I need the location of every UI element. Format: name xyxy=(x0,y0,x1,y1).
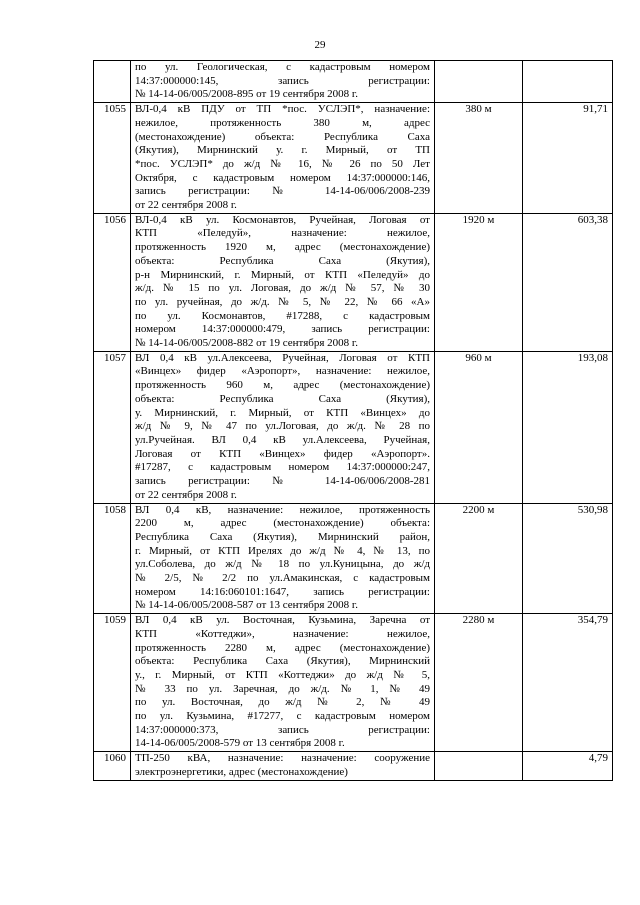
table-row xyxy=(94,103,613,214)
description-line: Октября, с кадастровым номером 14:37:000000:146, xyxy=(135,171,430,184)
description-line: по ул. Кузьмина, #17277, с кадастровым номером xyxy=(135,710,430,723)
length-cell: 2200 м xyxy=(435,503,523,614)
description-line: протяженность 1920 м, адрес (местонахождение) xyxy=(135,241,430,254)
row-number-cell xyxy=(94,61,131,103)
description-line: у. Мирнинский, г. Мирный, от КТП «Винцех» до xyxy=(135,406,430,419)
value-cell: 91,71 xyxy=(523,103,613,214)
value-cell: 4,79 xyxy=(523,752,613,780)
description-line: ВЛ 0,4 кВ ул. Восточная, Кузьмина, Заречна от xyxy=(135,614,430,627)
table-row xyxy=(94,61,613,103)
description-line: (местонахождение) объекта: Республика Саха xyxy=(135,130,430,143)
row-number-cell: 1058 xyxy=(94,503,131,614)
table-row xyxy=(94,503,613,614)
value-cell: 193,08 xyxy=(523,351,613,503)
value-cell: 603,38 xyxy=(523,213,613,351)
table-row xyxy=(94,213,613,351)
description-line: запись регистрации: № 14-14-06/006/2008-239 xyxy=(135,185,430,198)
description-line: номером 14:16:060101:1647, запись регистрации: xyxy=(135,585,430,598)
description-line: КТП «Коттеджи», назначение: нежилое, xyxy=(135,627,430,640)
description-line: объекта: Республика Саха (Якутия), xyxy=(135,392,430,405)
page-number: 29 xyxy=(314,39,326,51)
length-cell: 2280 м xyxy=(435,614,523,752)
description-line: ВЛ-0,4 кВ ПДУ от ТП *пос. УСЛЭП*, назначение: xyxy=(135,103,430,116)
property-registry-table xyxy=(93,60,613,781)
description-cell xyxy=(131,614,435,752)
description-line: по ул. Космонавтов, #17288, с кадастровым xyxy=(135,309,430,322)
description-line: ВЛ 0,4 кВ ул.Алексеева, Ручейная, Логовая от КТП xyxy=(135,351,430,364)
description-cell xyxy=(131,503,435,614)
description-line: Логовая от КТП «Винцех» фидер «Аэропорт». xyxy=(135,447,430,460)
description-line: ВЛ-0,4 кВ ул. Космонавтов, Ручейная, Логовая от xyxy=(135,213,430,226)
description-line: протяженность 960 м, адрес (местонахождение) xyxy=(135,379,430,392)
description-line: по ул. Геологическая, с кадастровым номером xyxy=(135,61,430,73)
description-line: ж/д № 9, № 47 по ул.Логовая, до ж/д. № 28 по xyxy=(135,420,430,433)
description-line: № 2/5, № 2/2 по ул.Амакинская, с кадастровым xyxy=(135,572,430,585)
description-line: р-н Мирнинский, г. Мирный, от КТП «Пеледуй» до xyxy=(135,268,430,281)
row-number-cell: 1059 xyxy=(94,614,131,752)
value-cell: 354,79 xyxy=(523,614,613,752)
length-cell: 960 м xyxy=(435,351,523,503)
table-row xyxy=(94,351,613,503)
description-line: от 22 сентября 2008 г. xyxy=(135,488,237,501)
description-line: № 33 по ул. Заречная, до ж/д. № 1, № 49 xyxy=(135,682,430,695)
description-line: запись регистрации: № 14-14-06/006/2008-281 xyxy=(135,475,430,488)
description-line: объекта: Республика Саха (Якутия), xyxy=(135,254,430,267)
description-line: *пос. УСЛЭП* до ж/д № 16, № 26 по 50 Лет xyxy=(135,157,430,170)
row-number-cell: 1055 xyxy=(94,103,131,214)
description-line: ВЛ 0,4 кВ, назначение: нежилое, протяженность xyxy=(135,503,430,516)
description-cell xyxy=(131,752,435,780)
description-line: #17287, с кадастровым номером 14:37:000000:247, xyxy=(135,461,430,474)
description-line: 14:37:000000:373, запись регистрации: xyxy=(135,723,430,736)
row-number-cell: 1057 xyxy=(94,351,131,503)
description-line: 14:37:000000:145, запись регистрации: xyxy=(135,74,430,87)
description-line: № 14-14-06/005/2008-587 от 13 сентября 2008 г. xyxy=(135,599,358,612)
description-line: КТП «Пеледуй», назначение: нежилое, xyxy=(135,227,430,240)
row-number-cell: 1056 xyxy=(94,213,131,351)
description-line: г. Мирный, от КТП Ирелях до ж/д № 4, № 13, по xyxy=(135,544,430,557)
description-line: № 14-14-06/005/2008-882 от 19 сентября 2008 г. xyxy=(135,337,358,350)
description-line: объекта: Республика Саха (Якутия), Мирнинский xyxy=(135,655,430,668)
description-cell xyxy=(131,213,435,351)
description-line: ж/д. № 15 по ул. Логовая, до ж/д № 57, № 30 xyxy=(135,282,430,295)
description-line: протяженность 2280 м, адрес (местонахождение) xyxy=(135,641,430,654)
description-cell xyxy=(131,61,435,103)
description-cell xyxy=(131,103,435,214)
length-cell xyxy=(435,752,523,780)
row-number-cell: 1060 xyxy=(94,752,131,780)
description-line: по ул. Восточная, до ж/д № 2, № 49 xyxy=(135,696,430,709)
description-line: у., г. Мирный, от КТП «Коттеджи» до ж/д № 5, xyxy=(135,668,430,681)
description-line: номером 14:37:000000:479, запись регистрации: xyxy=(135,323,430,336)
registry-table-body xyxy=(94,61,613,781)
description-line: 2200 м, адрес (местонахождение) объекта: xyxy=(135,517,430,530)
description-cell xyxy=(131,351,435,503)
description-line: ул.Соболева, до ж/д № 18 по ул.Куницына, до ж/д xyxy=(135,558,430,571)
table-row xyxy=(94,614,613,752)
length-cell: 380 м xyxy=(435,103,523,214)
table-row xyxy=(94,752,613,780)
value-cell: 530,98 xyxy=(523,503,613,614)
description-line: ТП-250 кВА, назначение: назначение: сооружение xyxy=(135,752,430,765)
description-line: «Винцех» фидер «Аэропорт», назначение: нежилое, xyxy=(135,365,430,378)
description-line: ул.Ручейная. ВЛ 0,4 кВ ул.Алексеева, Ручейная, xyxy=(135,433,430,446)
description-line: Республика Саха (Якутия), Мирнинский район, xyxy=(135,530,430,543)
length-cell xyxy=(435,61,523,103)
description-line: нежилое, протяженность 380 м, адрес xyxy=(135,116,430,129)
description-line: от 22 сентября 2008 г. xyxy=(135,199,237,212)
description-line: (Якутия), Мирнинский у. г. Мирный, от ТП xyxy=(135,144,430,157)
value-cell xyxy=(523,61,613,103)
length-cell: 1920 м xyxy=(435,213,523,351)
description-line: электроэнергетики, адрес (местонахождение) xyxy=(135,765,348,778)
description-line: № 14-14-06/005/2008-895 от 19 сентября 2008 г. xyxy=(135,88,358,101)
description-line: 14-14-06/005/2008-579 от 13 сентября 2008 г. xyxy=(135,737,345,750)
description-line: по ул. ручейная, до ж/д. № 5, № 22, № 66 «А» xyxy=(135,295,430,308)
